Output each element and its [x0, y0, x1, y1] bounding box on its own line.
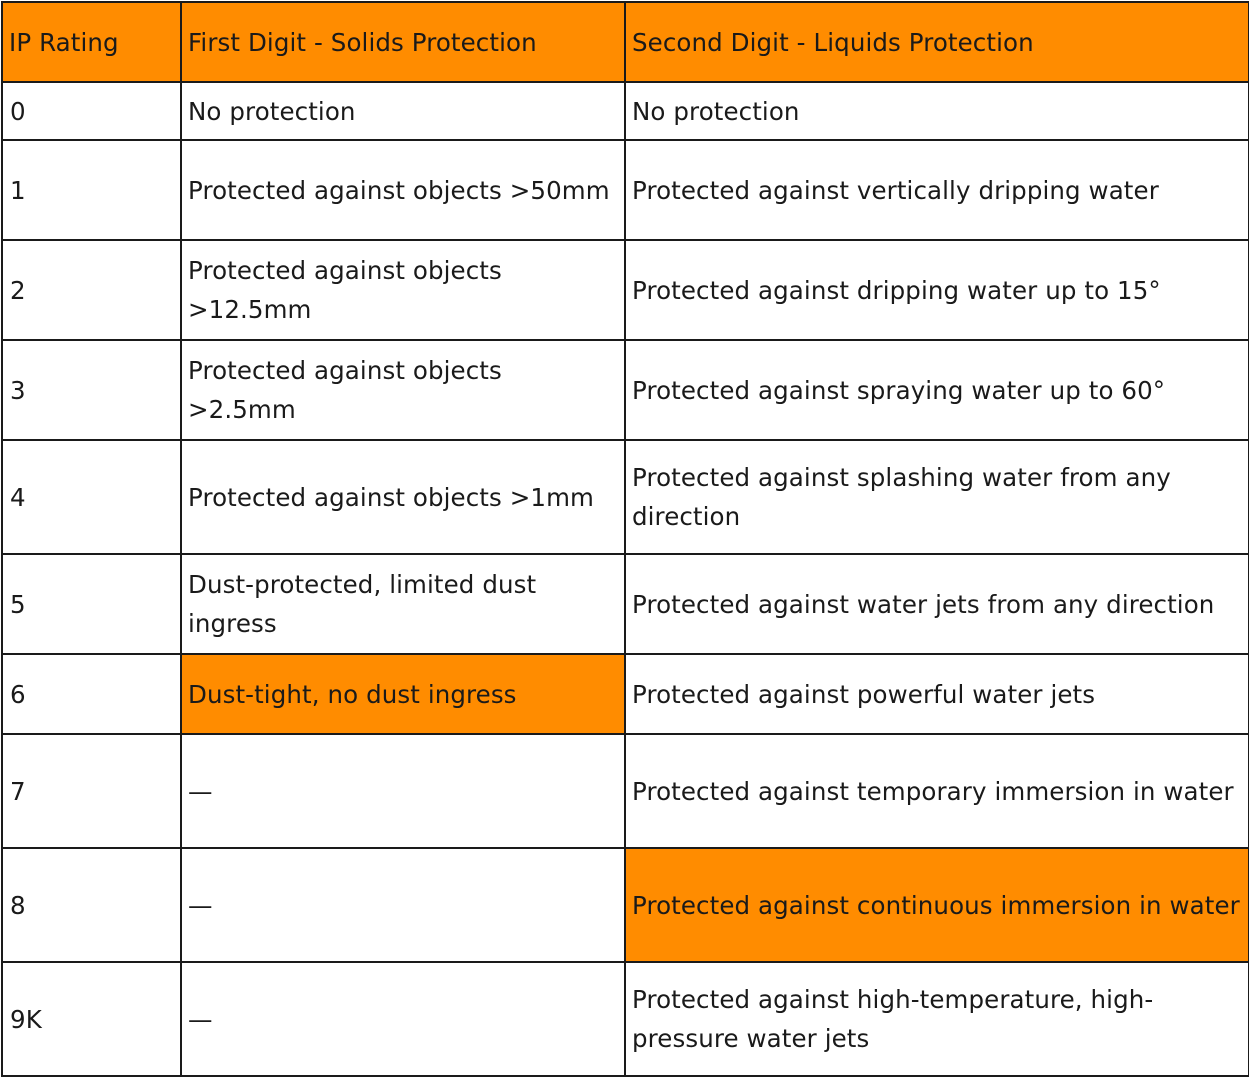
table-row: [2, 440, 1249, 554]
header-second-digit: Second Digit - Liquids Protection: [625, 2, 1249, 82]
table-row: [2, 734, 1249, 848]
table-row: [2, 140, 1249, 240]
rating-cell: 5: [2, 554, 181, 654]
solids-cell: Protected against objects >12.5mm: [181, 240, 625, 340]
solids-cell: —: [181, 734, 625, 848]
rating-cell: 8: [2, 848, 181, 962]
rating-cell: 4: [2, 440, 181, 554]
table-row: [2, 82, 1249, 140]
liquids-cell: Protected against high-temperature, high-pressure water jets: [625, 962, 1249, 1076]
table-row: [2, 554, 1249, 654]
solids-cell: Protected against objects >2.5mm: [181, 340, 625, 440]
table-row: [2, 962, 1249, 1076]
solids-cell: Dust-protected, limited dust ingress: [181, 554, 625, 654]
solids-cell-highlighted: Dust-tight, no dust ingress: [181, 654, 625, 734]
header-ip-rating: IP Rating: [2, 2, 181, 82]
rating-cell: 7: [2, 734, 181, 848]
liquids-cell-highlighted: Protected against continuous immersion in water: [625, 848, 1249, 962]
liquids-cell: Protected against vertically dripping water: [625, 140, 1249, 240]
table-header-row: [2, 2, 1249, 82]
rating-cell: 9K: [2, 962, 181, 1076]
liquids-cell: Protected against temporary immersion in water: [625, 734, 1249, 848]
rating-cell: 3: [2, 340, 181, 440]
solids-cell: Protected against objects >1mm: [181, 440, 625, 554]
table-row: [2, 654, 1249, 734]
rating-cell: 0: [2, 82, 181, 140]
rating-cell: 1: [2, 140, 181, 240]
liquids-cell: Protected against powerful water jets: [625, 654, 1249, 734]
liquids-cell: Protected against water jets from any direction: [625, 554, 1249, 654]
liquids-cell: Protected against splashing water from any direction: [625, 440, 1249, 554]
rating-cell: 2: [2, 240, 181, 340]
liquids-cell: Protected against spraying water up to 60°: [625, 340, 1249, 440]
header-first-digit: First Digit - Solids Protection: [181, 2, 625, 82]
table-row: [2, 240, 1249, 340]
ip-rating-table: [1, 1, 1249, 1077]
solids-cell: Protected against objects >50mm: [181, 140, 625, 240]
table-row: [2, 340, 1249, 440]
liquids-cell: No protection: [625, 82, 1249, 140]
table-row: [2, 848, 1249, 962]
rating-cell: 6: [2, 654, 181, 734]
solids-cell: No protection: [181, 82, 625, 140]
solids-cell: —: [181, 962, 625, 1076]
liquids-cell: Protected against dripping water up to 15°: [625, 240, 1249, 340]
solids-cell: —: [181, 848, 625, 962]
